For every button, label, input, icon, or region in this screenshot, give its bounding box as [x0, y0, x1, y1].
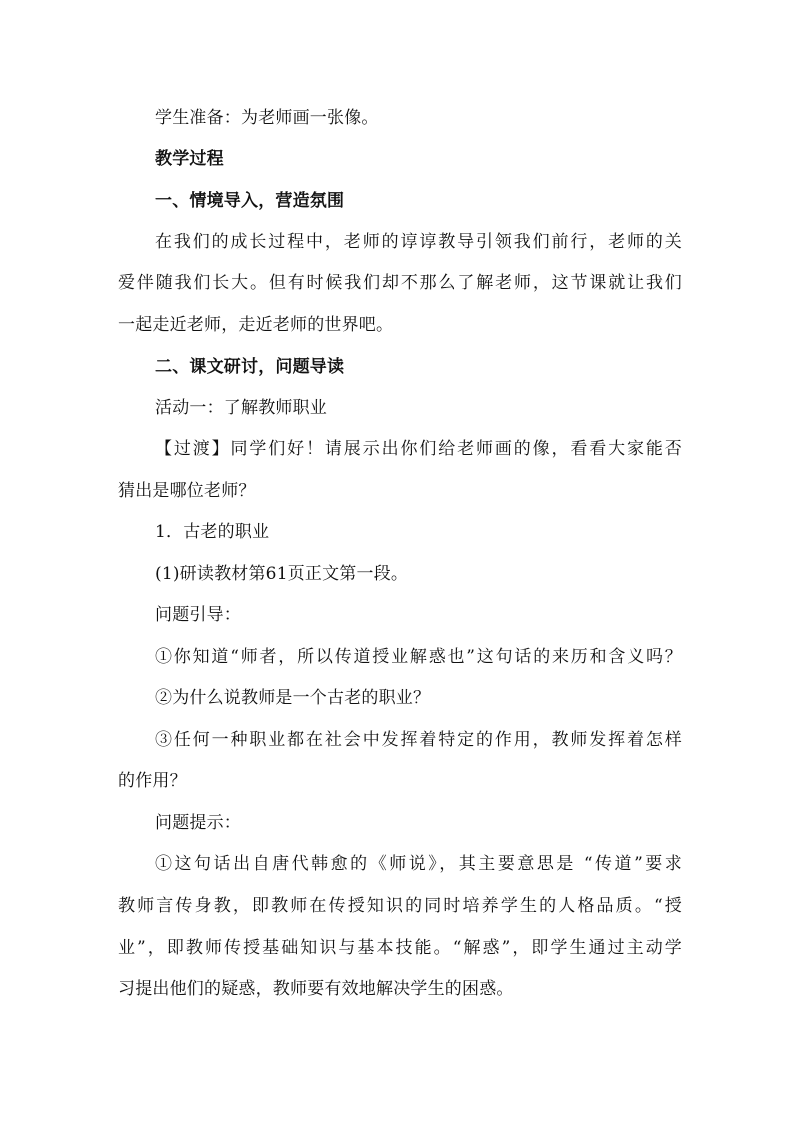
- question-three-line-1: ③任何一种职业都在社会中发挥着特定的作用，教师发挥着怎样: [155, 730, 682, 750]
- transition-paragraph-line-2: 猜出是哪位老师？: [118, 481, 256, 501]
- section-heading-text-study: 二、课文研讨，问题导读: [155, 357, 345, 377]
- hint-paragraph-line-3: 业”，即教师传授基础知识与基本技能。“解惑”，即学生通过主动学: [118, 938, 682, 958]
- hint-paragraph-line-1: ①这句话出自唐代韩愈的《师说》，其主要意思是 “传道”要求: [155, 854, 682, 874]
- activity-one-title: 活动一：了解教师职业: [155, 398, 327, 418]
- student-preparation-line: 学生准备：为老师画一张像。: [155, 108, 379, 128]
- hint-paragraph-line-2: 教师言传身教，即教师在传授知识的同时培养学生的人格品质。“授: [118, 896, 682, 916]
- paragraph-introduction-line-1: 在我们的成长过程中，老师的谆谆教导引领我们前行，老师的关: [155, 232, 682, 252]
- section-title-teaching-process: 教学过程: [155, 149, 224, 169]
- transition-paragraph-line-1: 【过渡】同学们好！请展示出你们给老师画的像，看看大家能否: [155, 439, 682, 459]
- question-three-line-2: 的作用？: [118, 771, 187, 791]
- paragraph-introduction-line-2: 爱伴随我们长大。但有时候我们却不那么了解老师，这节课就让我们: [118, 273, 682, 293]
- study-instruction: (1)研读教材第61页正文第一段。: [155, 564, 409, 584]
- hint-paragraph-line-4: 习提出他们的疑惑，教师要有效地解决学生的困惑。: [118, 979, 514, 999]
- question-two: ②为什么说教师是一个古老的职业？: [155, 688, 431, 708]
- subsection-ancient-profession: 1．古老的职业: [155, 522, 270, 542]
- paragraph-introduction-line-3: 一起走近老师，走近老师的世界吧。: [118, 315, 394, 335]
- section-heading-introduction: 一、情境导入，营造氛围: [155, 191, 345, 211]
- question-guide-label: 问题引导：: [155, 605, 241, 625]
- question-hints-label: 问题提示：: [155, 813, 241, 833]
- question-one: ①你知道“师者，所以传道授业解惑也”这句话的来历和含义吗？: [155, 647, 682, 667]
